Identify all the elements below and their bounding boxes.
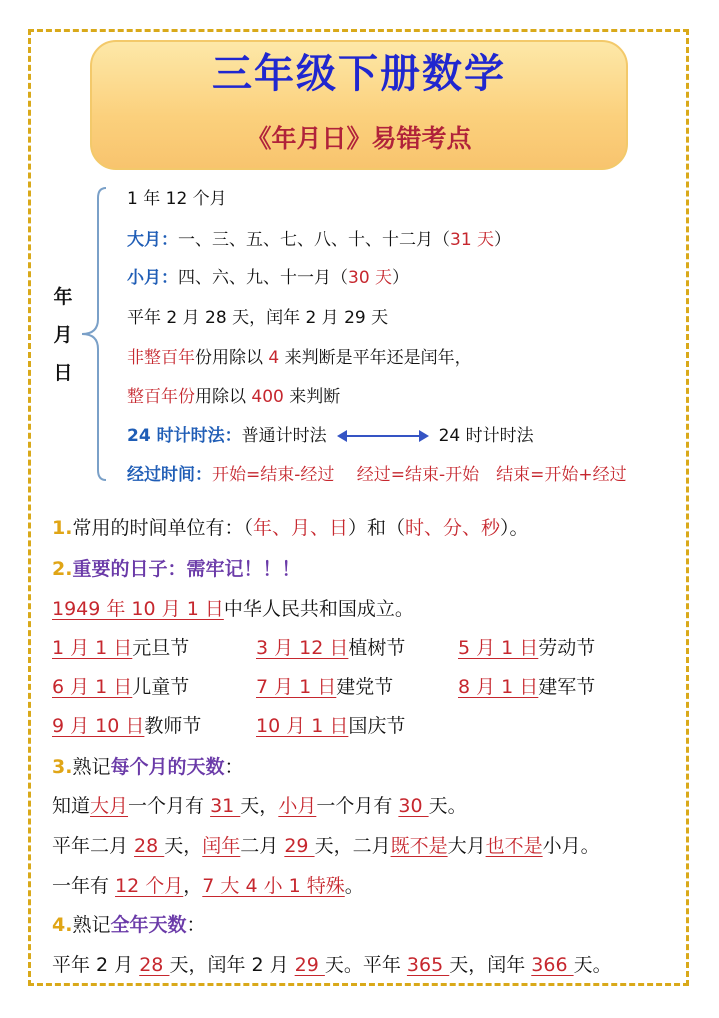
mindmap-line-2 — [127, 227, 511, 253]
point-1-text-c: ）和（ — [347, 517, 405, 539]
blank-answer: 28 — [134, 835, 165, 857]
point-1-text-a: 常用的时间单位有：（ — [72, 517, 253, 539]
blank-answer: 366 — [531, 954, 574, 976]
point-3-text-c: ： — [224, 756, 244, 778]
text: 天， — [240, 795, 279, 817]
text: 天，闰年 — [449, 954, 532, 976]
non-century-year: 非整百年 — [127, 348, 195, 368]
holiday-name: 劳动节 — [538, 637, 596, 659]
elapsed-time-formulas: 开始=结束-经过 经过=结束-开始 结束=开始+经过 — [212, 465, 627, 485]
small-month-end: ） — [392, 268, 410, 288]
point-3-heading: 每个月的天数 — [110, 756, 225, 778]
text: 天。平年 — [324, 954, 407, 976]
holiday-date: 7 月 1 日 — [256, 676, 337, 698]
mindmap-line-3 — [127, 265, 409, 291]
founding-date: 1949 年 10 月 1 日 — [52, 598, 224, 620]
text: 知道 — [52, 795, 91, 817]
text: 平年二月 — [52, 835, 135, 857]
holiday-date: 8 月 1 日 — [458, 676, 539, 698]
point-1 — [52, 513, 529, 543]
mindmap-line-6 — [127, 384, 340, 410]
point-2-number: 2. — [52, 558, 73, 580]
blank-answer: 31 — [210, 795, 241, 817]
l5-text-b: 份用除以 — [195, 348, 269, 368]
big-month-label: 大月： — [127, 230, 178, 250]
point-4 — [52, 910, 206, 940]
text: 小月。 — [542, 835, 600, 857]
text: 天。 — [573, 954, 612, 976]
elapsed-time-label: 经过时间： — [127, 465, 212, 485]
one-year-twelve-months: 1 年 12 个月 — [127, 189, 227, 209]
mindmap-line-1 — [127, 186, 227, 212]
founding-event: 中华人民共和国成立。 — [223, 598, 414, 620]
point-1-units-a: 年、月、日 — [252, 517, 348, 539]
century-year: 整百年份 — [127, 387, 195, 407]
point-4-text-a: 熟记 — [72, 914, 111, 936]
text: ， — [183, 875, 203, 897]
text: 平年 2 月 — [52, 954, 140, 976]
normal-time: 普通计时法 — [241, 426, 327, 446]
point-2 — [52, 554, 300, 584]
l5-text-d: 来判断是平年还是闰年， — [279, 348, 472, 368]
holiday-date: 9 月 10 日 — [52, 715, 145, 737]
point-4-line-1 — [52, 950, 612, 980]
divisor-4: 4 — [268, 348, 280, 368]
blank-answer: 29 — [294, 954, 325, 976]
text: 天，二月 — [314, 835, 391, 857]
text: 天， — [164, 835, 203, 857]
small-month-list: 四、六、九、十一月（ — [178, 268, 348, 288]
blank-answer: 闰年 — [202, 835, 241, 857]
holiday-item — [256, 672, 393, 702]
small-month-days: 30 天 — [348, 268, 393, 288]
root-char-day: 日 — [53, 362, 73, 384]
small-month-label: 小月： — [127, 268, 178, 288]
text: 天，闰年 2 月 — [169, 954, 295, 976]
point-3-line-3 — [52, 871, 364, 901]
mindmap-line-8 — [127, 462, 627, 488]
holiday-item — [256, 633, 405, 663]
page-subtitle: 《年月日》易错考点 — [246, 124, 472, 153]
24h-time: 24 时计时法 — [438, 426, 534, 446]
blank-answer: 小月 — [278, 795, 317, 817]
holiday-date: 6 月 1 日 — [52, 676, 133, 698]
point-3-text-a: 熟记 — [72, 756, 111, 778]
text: 二月 — [240, 835, 285, 857]
point-4-heading: 全年天数 — [110, 914, 187, 936]
holiday-date: 1 月 1 日 — [52, 637, 133, 659]
double-arrow-icon — [335, 429, 431, 443]
point-4-number: 4. — [52, 914, 73, 936]
mindmap-line-4 — [127, 305, 388, 331]
mindmap-root — [50, 278, 76, 392]
l6-text-d: 来判断 — [283, 387, 341, 407]
root-char-year: 年 — [53, 286, 73, 308]
point-1-text-e: ）。 — [500, 517, 529, 539]
page-title: 三年级下册数学 — [212, 51, 506, 97]
big-month-list: 一、三、五、七、八、十、十二月（ — [178, 230, 450, 250]
blank-answer: 7 大 4 小 1 特殊 — [202, 875, 345, 897]
holiday-name: 国庆节 — [348, 715, 406, 737]
point-3-line-1 — [52, 791, 467, 821]
text: 。 — [344, 875, 364, 897]
big-month-days: 31 天 — [450, 230, 495, 250]
holiday-date: 5 月 1 日 — [458, 637, 539, 659]
holiday-item — [52, 711, 201, 741]
big-month-end: ） — [494, 230, 512, 250]
point-2-heading: 重要的日子：需牢记！！！ — [72, 558, 301, 580]
mindmap-brace-icon — [76, 184, 116, 484]
holiday-item — [458, 672, 595, 702]
founding-day-line — [52, 594, 414, 624]
holiday-date: 3 月 12 日 — [256, 637, 349, 659]
point-4-text-c: ： — [186, 914, 206, 936]
text: 一年有 — [52, 875, 116, 897]
blank-answer: 29 — [284, 835, 315, 857]
blank-answer: 365 — [406, 954, 450, 976]
root-char-month: 月 — [53, 324, 73, 346]
blank-answer: 12 个月 — [115, 875, 184, 897]
divisor-400: 400 — [251, 387, 284, 407]
blank-answer: 30 — [398, 795, 429, 817]
point-3-line-2 — [52, 831, 600, 861]
holiday-item — [458, 633, 595, 663]
point-3-number: 3. — [52, 756, 73, 778]
holiday-name: 教师节 — [144, 715, 202, 737]
mindmap-line-5 — [127, 345, 472, 371]
point-3 — [52, 752, 244, 782]
text: 大月 — [447, 835, 486, 857]
mindmap-line-7 — [127, 423, 534, 449]
point-1-units-b: 时、分、秒 — [405, 517, 501, 539]
blank-answer: 也不是 — [485, 835, 543, 857]
blank-answer: 既不是 — [390, 835, 448, 857]
point-1-number: 1. — [52, 517, 73, 539]
text: 一个月有 — [316, 795, 399, 817]
holiday-item — [52, 672, 189, 702]
l6-text-b: 用除以 — [195, 387, 252, 407]
title-banner — [90, 40, 628, 170]
blank-answer: 28 — [139, 954, 170, 976]
holiday-name: 建党节 — [336, 676, 394, 698]
holiday-name: 建军节 — [538, 676, 596, 698]
text: 一个月有 — [128, 795, 211, 817]
blank-answer: 大月 — [90, 795, 129, 817]
holiday-item — [256, 711, 405, 741]
24h-label: 24 时计时法： — [127, 426, 242, 446]
holiday-name: 元旦节 — [132, 637, 190, 659]
holiday-name: 植树节 — [348, 637, 406, 659]
holiday-date: 10 月 1 日 — [256, 715, 349, 737]
holiday-item — [52, 633, 189, 663]
holiday-name: 儿童节 — [132, 676, 190, 698]
text: 天。 — [428, 795, 467, 817]
feb-days-text: 平年 2 月 28 天，闰年 2 月 29 天 — [127, 308, 389, 328]
